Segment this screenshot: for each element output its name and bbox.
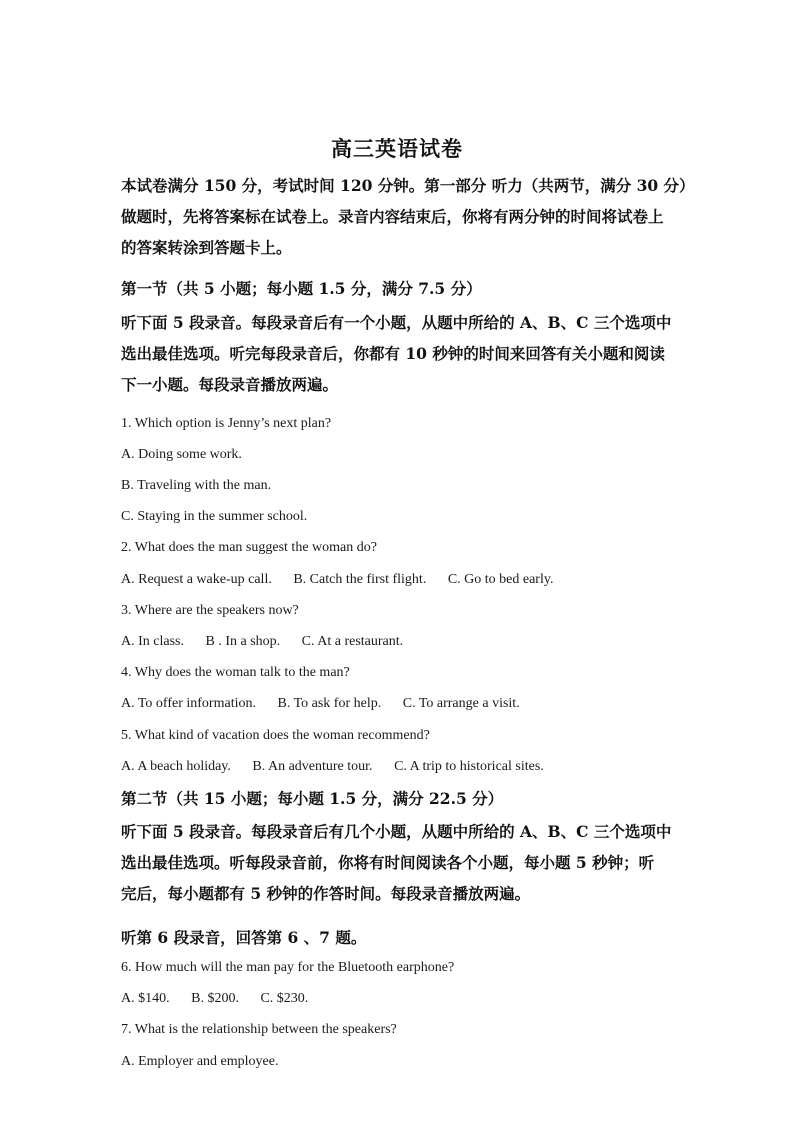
section2-heading: 第二节（共 15 小题；每小题 1.5 分，满分 22.5 分） bbox=[121, 789, 504, 808]
section2-instruction-3: 完后，每小题都有 5 秒钟的作答时间。每段录音播放两遍。 bbox=[121, 884, 531, 903]
question-6-option-c: C. $230. bbox=[260, 991, 309, 1006]
section1-instruction-2: 选出最佳选项。听完每段录音后，你都有 10 秒钟的时间来回答有关小题和阅读 bbox=[121, 344, 665, 363]
question-5: 5. What kind of vacation does the woman recommend? bbox=[121, 728, 430, 743]
question-5-option-b: B. An adventure tour. bbox=[252, 759, 373, 774]
question-6-option-a: A. $140. bbox=[121, 991, 170, 1006]
question-6-options bbox=[121, 989, 308, 1009]
question-2: 2. What does the man suggest the woman do? bbox=[121, 540, 377, 555]
section2-instruction-1: 听下面 5 段录音。每段录音后有几个小题，从题中所给的 A、B、C 三个选项中 bbox=[121, 822, 672, 841]
question-4-option-b: B. To ask for help. bbox=[277, 696, 382, 711]
page-title: 高三英语试卷 bbox=[331, 136, 463, 161]
intro-line-3: 的答案转涂到答题卡上。 bbox=[121, 238, 292, 257]
question-3: 3. Where are the speakers now? bbox=[121, 603, 299, 618]
question-3-option-c: C. At a restaurant. bbox=[301, 634, 404, 649]
question-2-option-a: A. Request a wake-up call. bbox=[121, 572, 272, 587]
question-1-option-b: B. Traveling with the man. bbox=[121, 478, 272, 493]
question-3-options bbox=[121, 632, 403, 652]
question-2-option-b: B. Catch the first flight. bbox=[293, 572, 427, 587]
question-6-option-b: B. $200. bbox=[191, 991, 239, 1006]
section1-heading: 第一节（共 5 小题；每小题 1.5 分，满分 7.5 分） bbox=[121, 279, 482, 298]
recording-6-heading: 听第 6 段录音，回答第 6 、7 题。 bbox=[121, 928, 367, 947]
section1-instruction-3: 下一小题。每段录音播放两遍。 bbox=[121, 375, 339, 394]
question-1-option-c: C. Staying in the summer school. bbox=[121, 509, 308, 524]
question-3-option-a: A. In class. bbox=[121, 634, 184, 649]
question-7: 7. What is the relationship between the speakers? bbox=[121, 1022, 397, 1037]
question-4-option-a: A. To offer information. bbox=[121, 696, 256, 711]
question-5-options bbox=[121, 757, 544, 777]
question-6: 6. How much will the man pay for the Bluetooth earphone? bbox=[121, 960, 455, 975]
question-1-option-a: A. Doing some work. bbox=[121, 447, 242, 462]
question-5-option-c: C. A trip to historical sites. bbox=[394, 759, 544, 774]
question-5-option-a: A. A beach holiday. bbox=[121, 759, 231, 774]
question-3-option-b: B . In a shop. bbox=[205, 634, 281, 649]
question-4-options bbox=[121, 694, 520, 714]
question-7-option-a: A. Employer and employee. bbox=[121, 1054, 279, 1069]
intro-line-2: 做题时，先将答案标在试卷上。录音内容结束后，你将有两分钟的时间将试卷上 bbox=[121, 207, 664, 226]
section2-instruction-2: 选出最佳选项。听每段录音前，你将有时间阅读各个小题，每小题 5 秒钟；听 bbox=[121, 853, 655, 872]
question-2-options bbox=[121, 570, 553, 590]
question-1: 1. Which option is Jenny’s next plan? bbox=[121, 416, 332, 431]
section1-instruction-1: 听下面 5 段录音。每段录音后有一个小题，从题中所给的 A、B、C 三个选项中 bbox=[121, 313, 672, 332]
question-4-option-c: C. To arrange a visit. bbox=[402, 696, 520, 711]
question-4: 4. Why does the woman talk to the man? bbox=[121, 665, 350, 680]
question-2-option-c: C. Go to bed early. bbox=[447, 572, 554, 587]
intro-line-1: 本试卷满分 150 分，考试时间 120 分钟。第一部分 听力（共两节，满分 30 分） bbox=[121, 176, 695, 195]
